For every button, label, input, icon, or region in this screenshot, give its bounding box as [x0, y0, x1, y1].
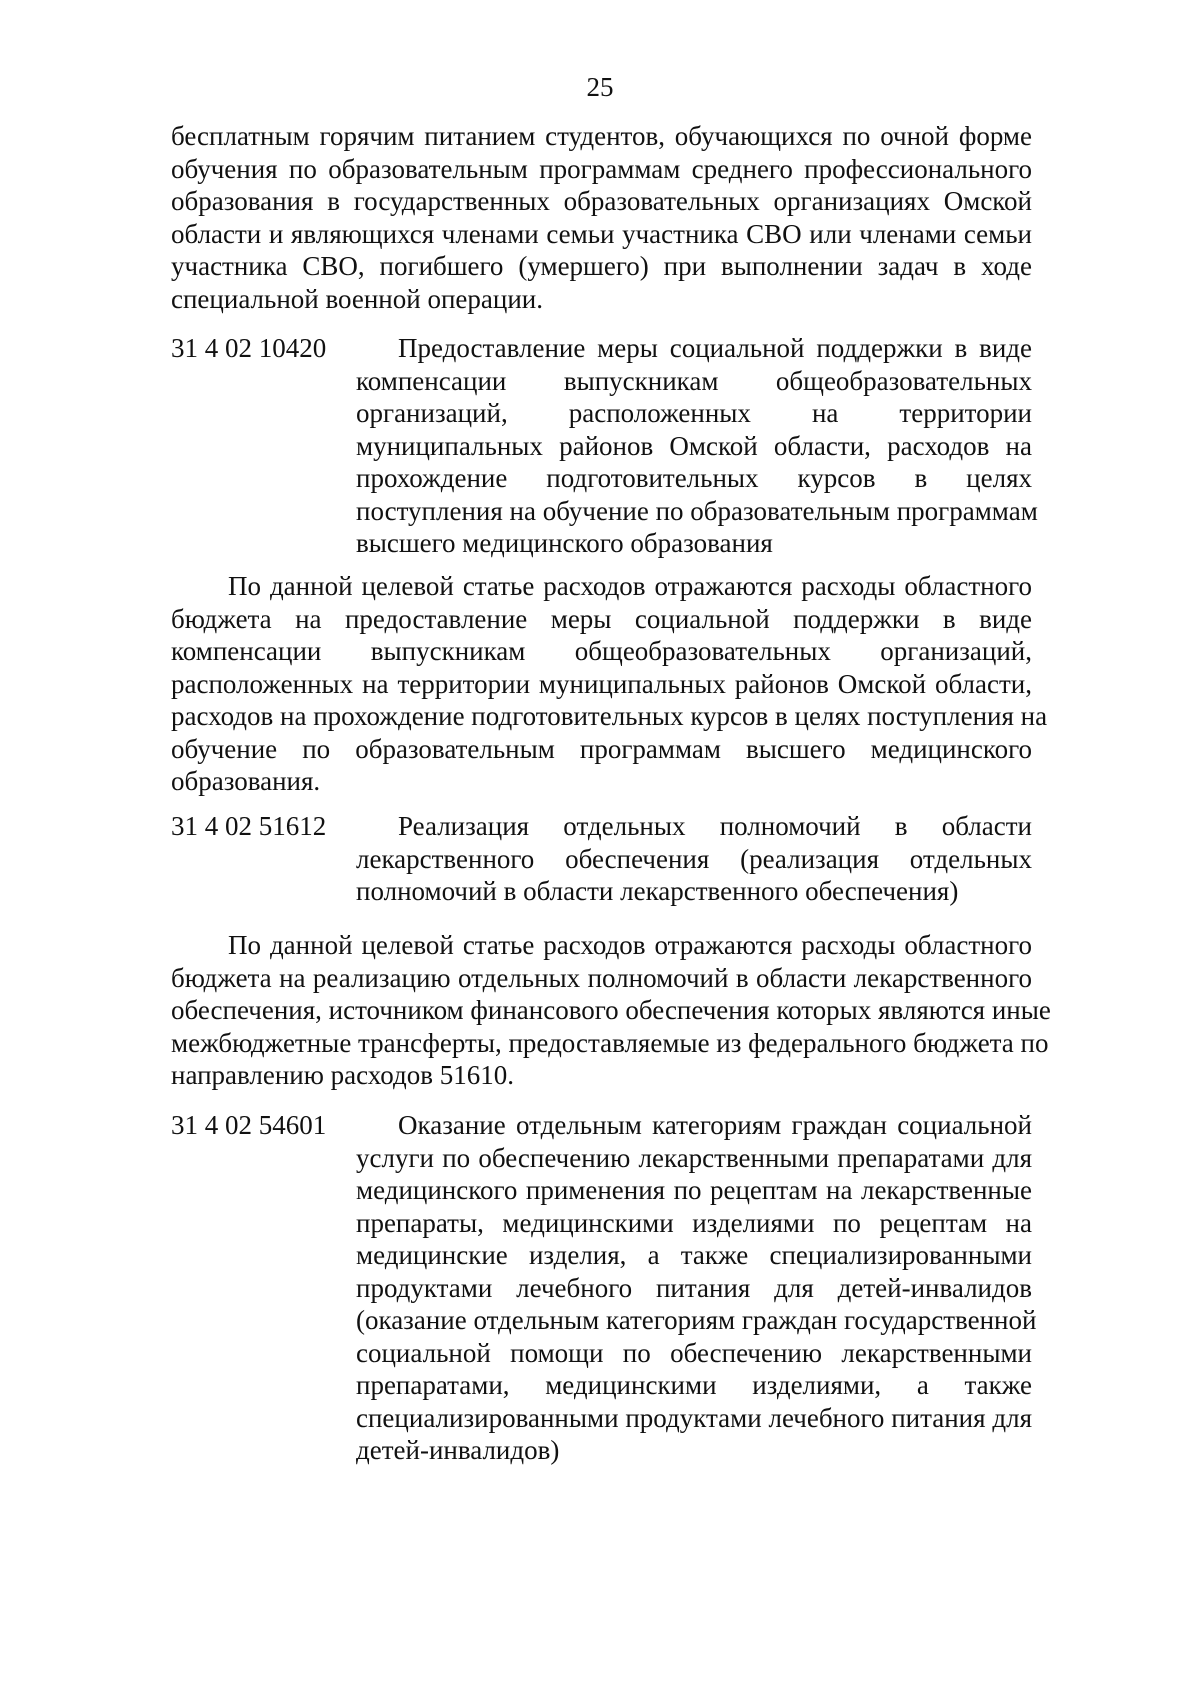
entry-title-line: социальной помощи по обеспечению лекарственными: [356, 1337, 1032, 1368]
entry-title-line: Оказание отдельным категориям граждан социальной: [398, 1110, 1032, 1140]
paragraph-line: бюджета на предоставление меры социальной поддержки в виде: [171, 603, 1032, 634]
entry-description: [171, 570, 1048, 798]
entry-title-line: поступления на обучение по образовательным программам: [356, 495, 1038, 526]
paragraph-line: образования.: [171, 766, 321, 796]
intro-paragraph: [171, 120, 1032, 315]
entry-title: [356, 1109, 1037, 1467]
page-number: 25: [586, 72, 614, 102]
entry-title-line: медицинские изделия, а также специализированными: [356, 1240, 1032, 1270]
entry-title-line: (оказание отдельным категориям граждан государственной: [356, 1305, 1037, 1335]
paragraph-line: участника СВО, погибшего (умершего) при выполнении задач в ходе: [171, 251, 1032, 281]
paragraph-line: обучение по образовательным программам высшего медицинского: [171, 733, 1032, 764]
entry-title-line: муниципальных районов Омской области, расходов на: [356, 430, 1032, 461]
entry-title-line: полномочий в области лекарственного обеспечения): [356, 876, 959, 906]
entry-title-line: организаций, расположенных на территории: [356, 398, 1032, 428]
paragraph-line: области и являющихся членами семьи участника СВО или членами семьи: [171, 218, 1032, 249]
paragraph-line: специальной военной операции.: [171, 283, 543, 314]
entry-title: [356, 810, 1032, 908]
entry-title: [356, 332, 1038, 560]
paragraph-line: По данной целевой статье расходов отражаются расходы областного: [228, 571, 1032, 601]
entry-description: [171, 929, 1051, 1092]
entry-title-line: детей-инвалидов): [356, 1435, 560, 1465]
entry-title-line: услуги по обеспечению лекарственными препаратами для: [356, 1142, 1032, 1173]
entry-title-line: Реализация отдельных полномочий в области: [398, 811, 1032, 841]
entry-title-line: лекарственного обеспечения (реализация отдельных: [356, 843, 1032, 874]
paragraph-line: бюджета на реализацию отдельных полномочий в области лекарственного: [171, 962, 1032, 993]
entry-title-line: прохождение подготовительных курсов в целях: [356, 463, 1032, 493]
entry-title-line: компенсации выпускникам общеобразовательных: [356, 365, 1032, 396]
paragraph-line: образования в государственных образовательных организациях Омской: [171, 186, 1032, 216]
paragraph-line: межбюджетные трансферты, предоставляемые из федерального бюджета по: [171, 1027, 1049, 1058]
paragraph-line: компенсации выпускникам общеобразовательных организаций,: [171, 636, 1032, 666]
paragraph-line: расположенных на территории муниципальных районов Омской области,: [171, 668, 1032, 699]
entry-title-line: Предоставление меры социальной поддержки в виде: [398, 333, 1032, 363]
paragraph-line: направлению расходов 51610.: [171, 1060, 514, 1090]
entry-title-line: специализированными продуктами лечебного питания для: [356, 1402, 1032, 1433]
entry-title-line: медицинского применения по рецептам на лекарственные: [356, 1175, 1032, 1205]
entry-code: 31 4 02 54601: [171, 1110, 327, 1140]
paragraph-line: расходов на прохождение подготовительных курсов в целях поступления на: [171, 701, 1048, 731]
entry-title-line: препараты, медицинскими изделиями по рецептам на: [356, 1207, 1032, 1238]
entry-code: 31 4 02 10420: [171, 333, 327, 363]
entry-title-line: высшего медицинского образования: [356, 528, 773, 558]
paragraph-line: обучения по образовательным программам среднего профессионального: [171, 153, 1032, 184]
paragraph-line: бесплатным горячим питанием студентов, обучающихся по очной форме: [171, 121, 1032, 151]
entry-title-line: препаратами, медицинскими изделиями, а также: [356, 1370, 1032, 1400]
paragraph-line: обеспечения, источником финансового обеспечения которых являются иные: [171, 995, 1051, 1025]
paragraph-line: По данной целевой статье расходов отражаются расходы областного: [228, 930, 1032, 960]
entry-code: 31 4 02 51612: [171, 811, 327, 841]
entry-title-line: продуктами лечебного питания для детей-инвалидов: [356, 1272, 1032, 1303]
